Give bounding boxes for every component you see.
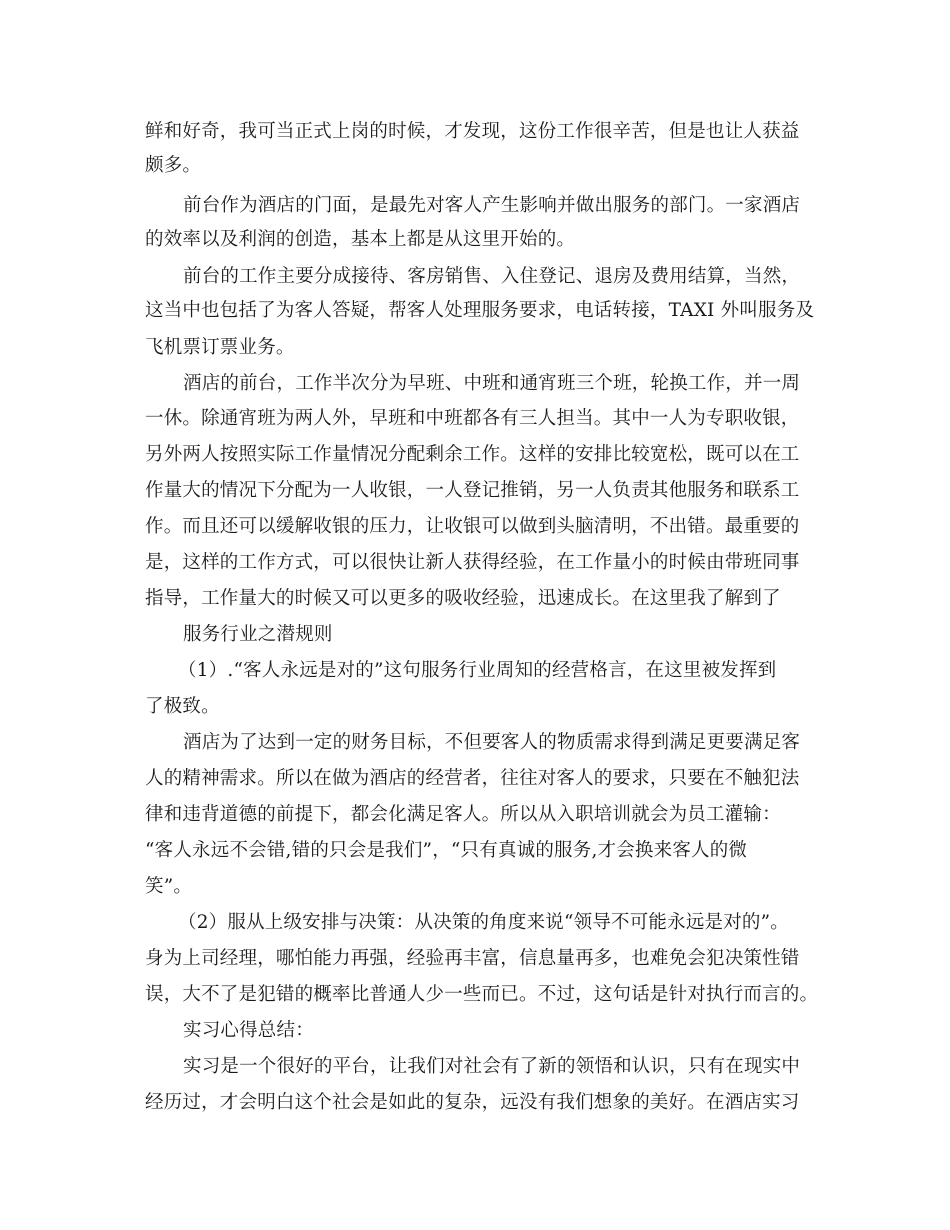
section-heading: 实习心得总结： [183, 1020, 314, 1041]
text-line: 前台的工作主要分成接待、客房销售、入住登记、退房及费用结算，当然， [183, 266, 801, 287]
text-line: 酒店为了达到一定的财务目标，不但要客人的物质需求得到满足更要满足客 [183, 732, 801, 753]
text-line: 指导，工作量大的时候又可以更多的吸收经验，迅速成长。在这里我了解到了 [145, 588, 781, 609]
text-line: 这当中也包括了为客人答疑，帮客人处理服务要求，电话转接，TAXI 外叫服务及 [145, 300, 815, 321]
section-heading: 服务行业之潜规则 [183, 624, 333, 645]
text-line: （2）服从上级安排与决策：从决策的角度来说“领导不可能永远是对的”。 [178, 912, 789, 933]
text-line: 鲜和好奇，我可当正式上岗的时候，才发现，这份工作很辛苦，但是也让人获益 [145, 121, 800, 142]
text-line: 笑”。 [145, 876, 193, 897]
text-line: 作量大的情况下分配为一人收银，一人登记推销，另一人负责其他服务和联系工 [145, 480, 800, 501]
text-line: 飞机票订票业务。 [145, 337, 295, 358]
text-line: 颇多。 [145, 155, 202, 176]
text-line: （1）.“客人永远是对的”这句服务行业周知的经营格言，在这里被发挥到 [178, 660, 777, 681]
text-line: 另外两人按照实际工作量情况分配剩余工作。这样的安排比较宽松，既可以在工 [145, 444, 800, 465]
text-line: 酒店的前台，工作半次分为早班、中班和通宵班三个班，轮换工作，并一周 [183, 373, 801, 394]
text-line: 前台作为酒店的门面，是最先对客人产生影响并做出服务的部门。一家酒店 [183, 195, 801, 216]
text-line: “客人永远不会错,错的只会是我们”，“只有真诚的服务,才会换来客人的微 [145, 840, 748, 861]
text-line: 了极致。 [145, 696, 220, 717]
text-line: 作。而且还可以缓解收银的压力，让收银可以做到头脑清明，不出错。最重要的 [145, 516, 800, 537]
text-line: 身为上司经理，哪怕能力再强，经验再丰富，信息量再多，也难免会犯决策性错 [145, 948, 800, 969]
text-line: 误，大不了是犯错的概率比普通人少一些而已。不过，这句话是针对执行而言的。 [145, 984, 819, 1005]
text-line: 经历过，才会明白这个社会是如此的复杂，远没有我们想象的美好。在酒店实习 [145, 1092, 800, 1113]
text-line: 人的精神需求。所以在做为酒店的经营者，往往对客人的要求，只要在不触犯法 [145, 768, 800, 789]
text-line: 律和违背道德的前提下，都会化满足客人。所以从入职培训就会为员工灌输： [145, 804, 781, 825]
text-line: 实习是一个很好的平台，让我们对社会有了新的领悟和认识，只有在现实中 [183, 1056, 801, 1077]
text-line: 是，这样的工作方式，可以很快让新人获得经验，在工作量小的时候由带班同事 [145, 552, 800, 573]
text-line: 一休。除通宵班为两人外，早班和中班都各有三人担当。其中一人为专职收银， [145, 408, 800, 429]
text-line: 的效率以及利润的创造，基本上都是从这里开始的。 [145, 229, 576, 250]
